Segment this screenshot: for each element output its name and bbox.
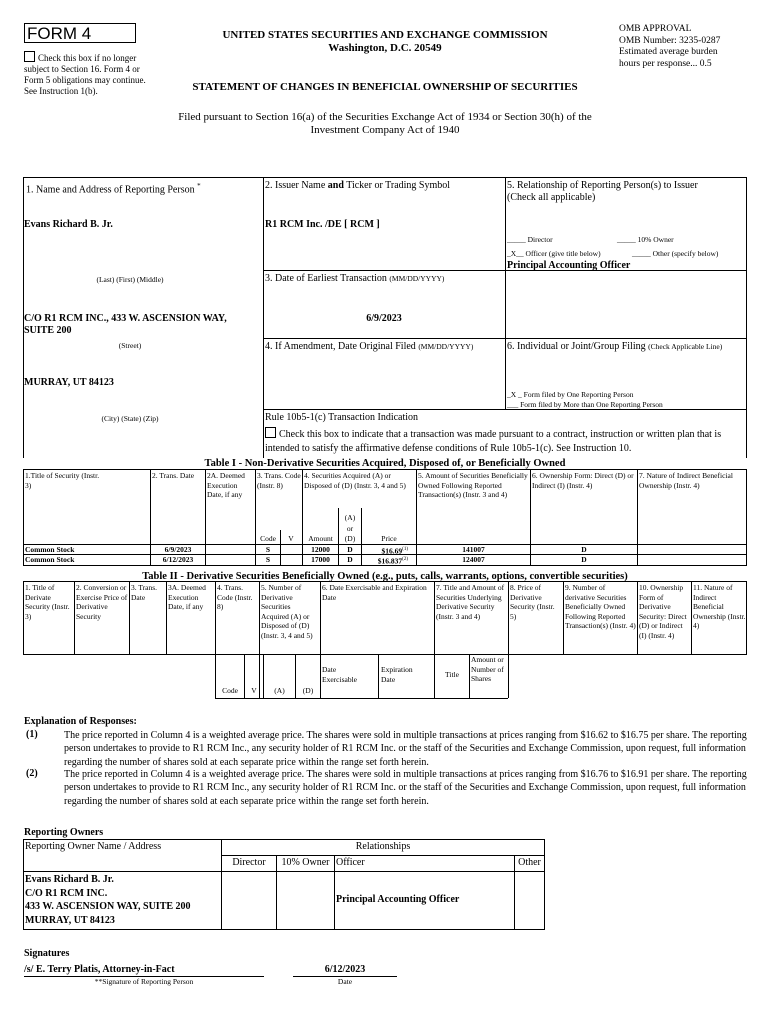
table2-title: Table II - Derivative Securities Beneficially Owned (e.g., puts, calls, warrants, options, convertible securities)	[142, 571, 628, 582]
t1-row2-ad: D	[347, 555, 353, 564]
box5-label-text: 5. Relationship of Reporting Person(s) to Issuer	[507, 180, 698, 191]
t2-sub-title: Title	[445, 670, 459, 679]
owner-name: Evans Richard B. Jr.	[25, 874, 114, 885]
t1-h-title: 1.Title of Security (Instr. 3)	[25, 471, 100, 490]
owners-col-name: Reporting Owner Name / Address	[25, 841, 162, 852]
t1-row1-footnote[interactable]: (1)	[402, 547, 408, 552]
t1-row1-ad: D	[347, 545, 353, 554]
group-filer-option[interactable]: ___ Form filed by More than One Reporting Person	[507, 400, 663, 409]
explanation-num-2: (2)	[26, 768, 38, 779]
explanation-text-2: The price reported in Column 4 is a weighted average price. The shares were sold in multiple transactions at prices ranging from $16.76 to $16.91 per share. The reporting person undertakes to provide to R1 RCM Inc., any security holder of R1 RCM Inc. or the staff of the Securities and Exchange Commission, upon request, full information regarding the number of shares sold at each separate price within the range set forth herein.	[64, 769, 747, 807]
omb-burden: Estimated average burden	[619, 47, 718, 57]
t2-h-exercisable: 6. Date Exercisable and Expiration Date	[322, 583, 427, 602]
t1-sub-ad: (A) or (D)	[344, 513, 356, 543]
t2-sub-amount: Amount or Number of Shares	[471, 655, 504, 683]
box5-label	[507, 180, 745, 204]
earliest-transaction-date: 6/9/2023	[366, 313, 402, 324]
explanation-text-1: The price reported in Column 4 is a weighted average price. The shares were sold in multiple transactions at prices ranging from $16.62 to $16.75 per share. The reporting person undertakes to provide to R1 RCM Inc., any security holder of R1 RCM Inc. or the staff of the Securities and Exchange Commission, upon request, full information regarding the number of shares sold at each separate price within the range set forth herein.	[64, 730, 747, 768]
box1-label	[26, 180, 261, 196]
explanation-num-1: (1)	[26, 729, 38, 740]
box3-label-text: 3. Date of Earliest Transaction	[265, 273, 387, 284]
explanation-heading: Explanation of Responses:	[24, 716, 137, 727]
owner-address-block	[25, 873, 220, 927]
owner-officer-title: Principal Accounting Officer	[336, 894, 460, 905]
no-longer-subject-checkbox[interactable]	[24, 51, 35, 62]
issuer-name: R1 RCM Inc. /DE [ RCM ]	[265, 219, 380, 230]
form-title	[24, 23, 136, 43]
table1-title: Table I - Non-Derivative Securities Acquired, Disposed of, or Beneficially Owned	[204, 458, 566, 469]
t1-row2-footnote[interactable]: (2)	[402, 557, 408, 562]
owner-address-line3: MURRAY, UT 84123	[25, 914, 115, 926]
t2-h-price: 8. Price of Derivative Security (Instr. 5)	[510, 583, 555, 621]
box6-label	[507, 341, 745, 353]
t2-h-title: 1. Title of Derivate Security (Instr. 3)	[25, 583, 70, 621]
t1-h-date: 2. Trans. Date	[152, 471, 195, 480]
signatures-heading: Signatures	[24, 948, 70, 959]
t1-h-amount-owned: 5. Amount of Securities Beneficially Owned Following Reported Transaction(s) (Instr. 3 and 4)	[418, 471, 528, 499]
owners-col-ten-percent: 10% Owner	[281, 857, 330, 868]
t1-sub-price: Price	[381, 534, 397, 543]
t2-h-underlying: 7. Title and Amount of Securities Underlying Derivative Security (Instr. 3 and 4)	[436, 583, 505, 621]
signature-date: 6/12/2023	[324, 964, 366, 975]
t1-h-nature: 7. Nature of Indirect Beneficial Ownership (Instr. 4)	[639, 471, 733, 490]
omb-hours: hours per response... 0.5	[619, 58, 712, 69]
t2-h-number: 5. Number of Derivative Securities Acquired (A) or Disposed of (D) (Instr. 3, 4 and 5)	[261, 583, 313, 640]
agency-location: Washington, D.C. 20549	[328, 42, 442, 54]
agency-name: UNITED STATES SECURITIES AND EXCHANGE COMMISSION	[222, 29, 548, 41]
t1-row2-amount: 17000	[311, 555, 330, 564]
t1-h-acquired: 4. Securities Acquired (A) or Disposed of (D) (Instr. 3, 4 and 5)	[304, 471, 406, 490]
box3-label	[265, 273, 503, 285]
box6-label-small: (Check Applicable Line)	[648, 342, 723, 351]
rule-10b5-checkbox[interactable]	[265, 427, 276, 438]
officer-title: Principal Accounting Officer	[507, 260, 631, 271]
t1-row1-title: Common Stock	[25, 545, 75, 554]
t1-h-ownership-form: 6. Ownership Form: Direct (D) or Indirect (I) (Instr. 4)	[532, 471, 634, 490]
t2-sub-a: (A)	[274, 686, 285, 695]
rule-10b5-text: Check this box to indicate that a transaction was made pursuant to a contract, instruction or written plan that is intended to satisfy the affirmative defense conditions of Rule 10b5-1(c). See Instruction 10.	[265, 429, 722, 454]
t1-row2-price: $16.837	[377, 556, 403, 566]
no-longer-subject-checkbox-block	[24, 51, 152, 97]
t1-row1-price: $16.69	[381, 546, 403, 556]
other-option[interactable]: _____ Other (specify below)	[632, 249, 719, 258]
omb-approval	[619, 24, 749, 70]
ten-percent-owner-option[interactable]: _____ 10% Owner	[617, 235, 674, 244]
omb-heading: OMB APPROVAL	[619, 24, 692, 34]
t1-row2-form: D	[581, 555, 587, 564]
date-label: Date	[337, 977, 353, 986]
box2-label-b: Ticker or Trading Symbol	[343, 180, 451, 191]
owner-address-line2: 433 W. ASCENSION WAY, SUITE 200	[25, 901, 191, 912]
single-filer-option[interactable]: _X _ Form filed by One Reporting Person	[507, 390, 634, 399]
filed-pursuant-line2: Investment Company Act of 1940	[310, 124, 460, 136]
box1-label-text: 1. Name and Address of Reporting Person	[26, 184, 195, 196]
t1-sub-code: Code	[260, 534, 276, 543]
box3-label-format: (MM/DD/YYYY)	[389, 274, 445, 283]
director-option[interactable]: _____ Director	[507, 235, 553, 244]
t1-sub-amount: Amount	[308, 534, 333, 543]
t1-row1-code: S	[265, 545, 271, 554]
t2-sub-expiration: Expiration Date	[381, 665, 413, 684]
t1-row2-title: Common Stock	[25, 555, 75, 564]
t1-row1-amount: 12000	[311, 545, 330, 554]
t2-sub-code: Code	[222, 686, 238, 695]
rule-10b5-label: Rule 10b5-1(c) Transaction Indication	[265, 412, 419, 423]
t2-sub-d: (D)	[302, 686, 314, 695]
reporting-person-name: Evans Richard B. Jr.	[24, 219, 113, 230]
owners-col-director: Director	[232, 857, 266, 868]
t2-sub-exercisable: Date Exercisable	[322, 665, 357, 684]
signature-label: **Signature of Reporting Person	[94, 977, 194, 986]
t1-h-code: 3. Trans. Code (Instr. 8)	[257, 471, 301, 490]
owners-col-officer: Officer	[336, 857, 365, 868]
box2-label-and: and	[327, 180, 344, 191]
reporting-person-street: C/O R1 RCM INC., 433 W. ASCENSION WAY, SUITE 200	[24, 313, 227, 336]
t2-h-ownership-form: 10. Ownership Form of Derivative Security: Direct (D) or Indirect (I) (Instr. 4)	[639, 583, 687, 640]
filed-pursuant-line1: Filed pursuant to Section 16(a) of the Securities Exchange Act of 1934 or Section 30(h) of the	[178, 111, 592, 123]
omb-number: OMB Number: 3235-0287	[619, 35, 721, 46]
owners-heading: Reporting Owners	[24, 827, 104, 838]
t1-row2-owned: 124007	[462, 555, 485, 564]
box1-label-footnote: *	[197, 182, 201, 190]
signer-name: /s/ E. Terry Platis, Attorney-in-Fact	[24, 964, 175, 975]
t1-row1-owned: 141007	[462, 545, 485, 554]
name-parts-label: (Last) (First) (Middle)	[96, 275, 164, 284]
box5-label-sub: (Check all applicable)	[507, 192, 596, 203]
officer-option[interactable]: _X__ Officer (give title below)	[507, 249, 601, 258]
t1-row1-form: D	[581, 545, 587, 554]
box4-label	[265, 341, 505, 353]
street-label: (Street)	[118, 341, 142, 350]
t2-h-number-owned: 9. Number of derivative Securities Beneficially Owned Following Reported Transaction(s) (Instr. 4)	[565, 583, 636, 630]
t2-h-conversion: 2. Conversion or Exercise Price of Derivative Security	[76, 583, 128, 621]
city-label: (City) (State) (Zip)	[101, 414, 159, 423]
owners-col-relationships: Relationships	[355, 841, 411, 852]
form-title-text: FORM 4	[27, 24, 92, 43]
box2-label	[265, 180, 503, 192]
t1-row2-code: S	[265, 555, 271, 564]
no-longer-subject-text: Check this box if no longer subject to Section 16. Form 4 or Form 5 obligations may continue. See Instruction 1(b).	[24, 53, 146, 96]
t2-h-code: 4. Trans. Code (Instr. 8)	[217, 583, 253, 611]
box6-label-text: 6. Individual or Joint/Group Filing	[507, 341, 646, 352]
t1-row2-price-cell	[362, 555, 408, 567]
t1-h-deemed: 2A. Deemed Execution Date, if any	[207, 471, 245, 499]
box2-label-a: 2. Issuer Name	[265, 180, 328, 191]
box4-label-format: (MM/DD/YYYY)	[418, 342, 474, 351]
rule-10b5-block	[265, 427, 745, 456]
statement-title: STATEMENT OF CHANGES IN BENEFICIAL OWNERSHIP OF SECURITIES	[192, 81, 578, 93]
t2-sub-v: V	[251, 686, 257, 695]
t1-row1-date: 6/9/2023	[164, 545, 192, 554]
t1-sub-v: V	[288, 534, 294, 543]
t1-row2-date: 6/12/2023	[162, 555, 194, 564]
t2-h-nature: 11. Nature of Indirect Beneficial Ownership (Instr. 4)	[693, 583, 746, 630]
owners-col-other: Other	[518, 857, 541, 868]
t2-h-deemed: 3A. Deemed Execution Date, if any	[168, 583, 206, 611]
box4-label-text: 4. If Amendment, Date Original Filed	[265, 341, 416, 352]
t2-h-date: 3. Trans. Date	[131, 583, 158, 602]
owner-address-line1: C/O R1 RCM INC.	[25, 887, 108, 899]
reporting-person-city: MURRAY, UT 84123	[24, 377, 114, 388]
